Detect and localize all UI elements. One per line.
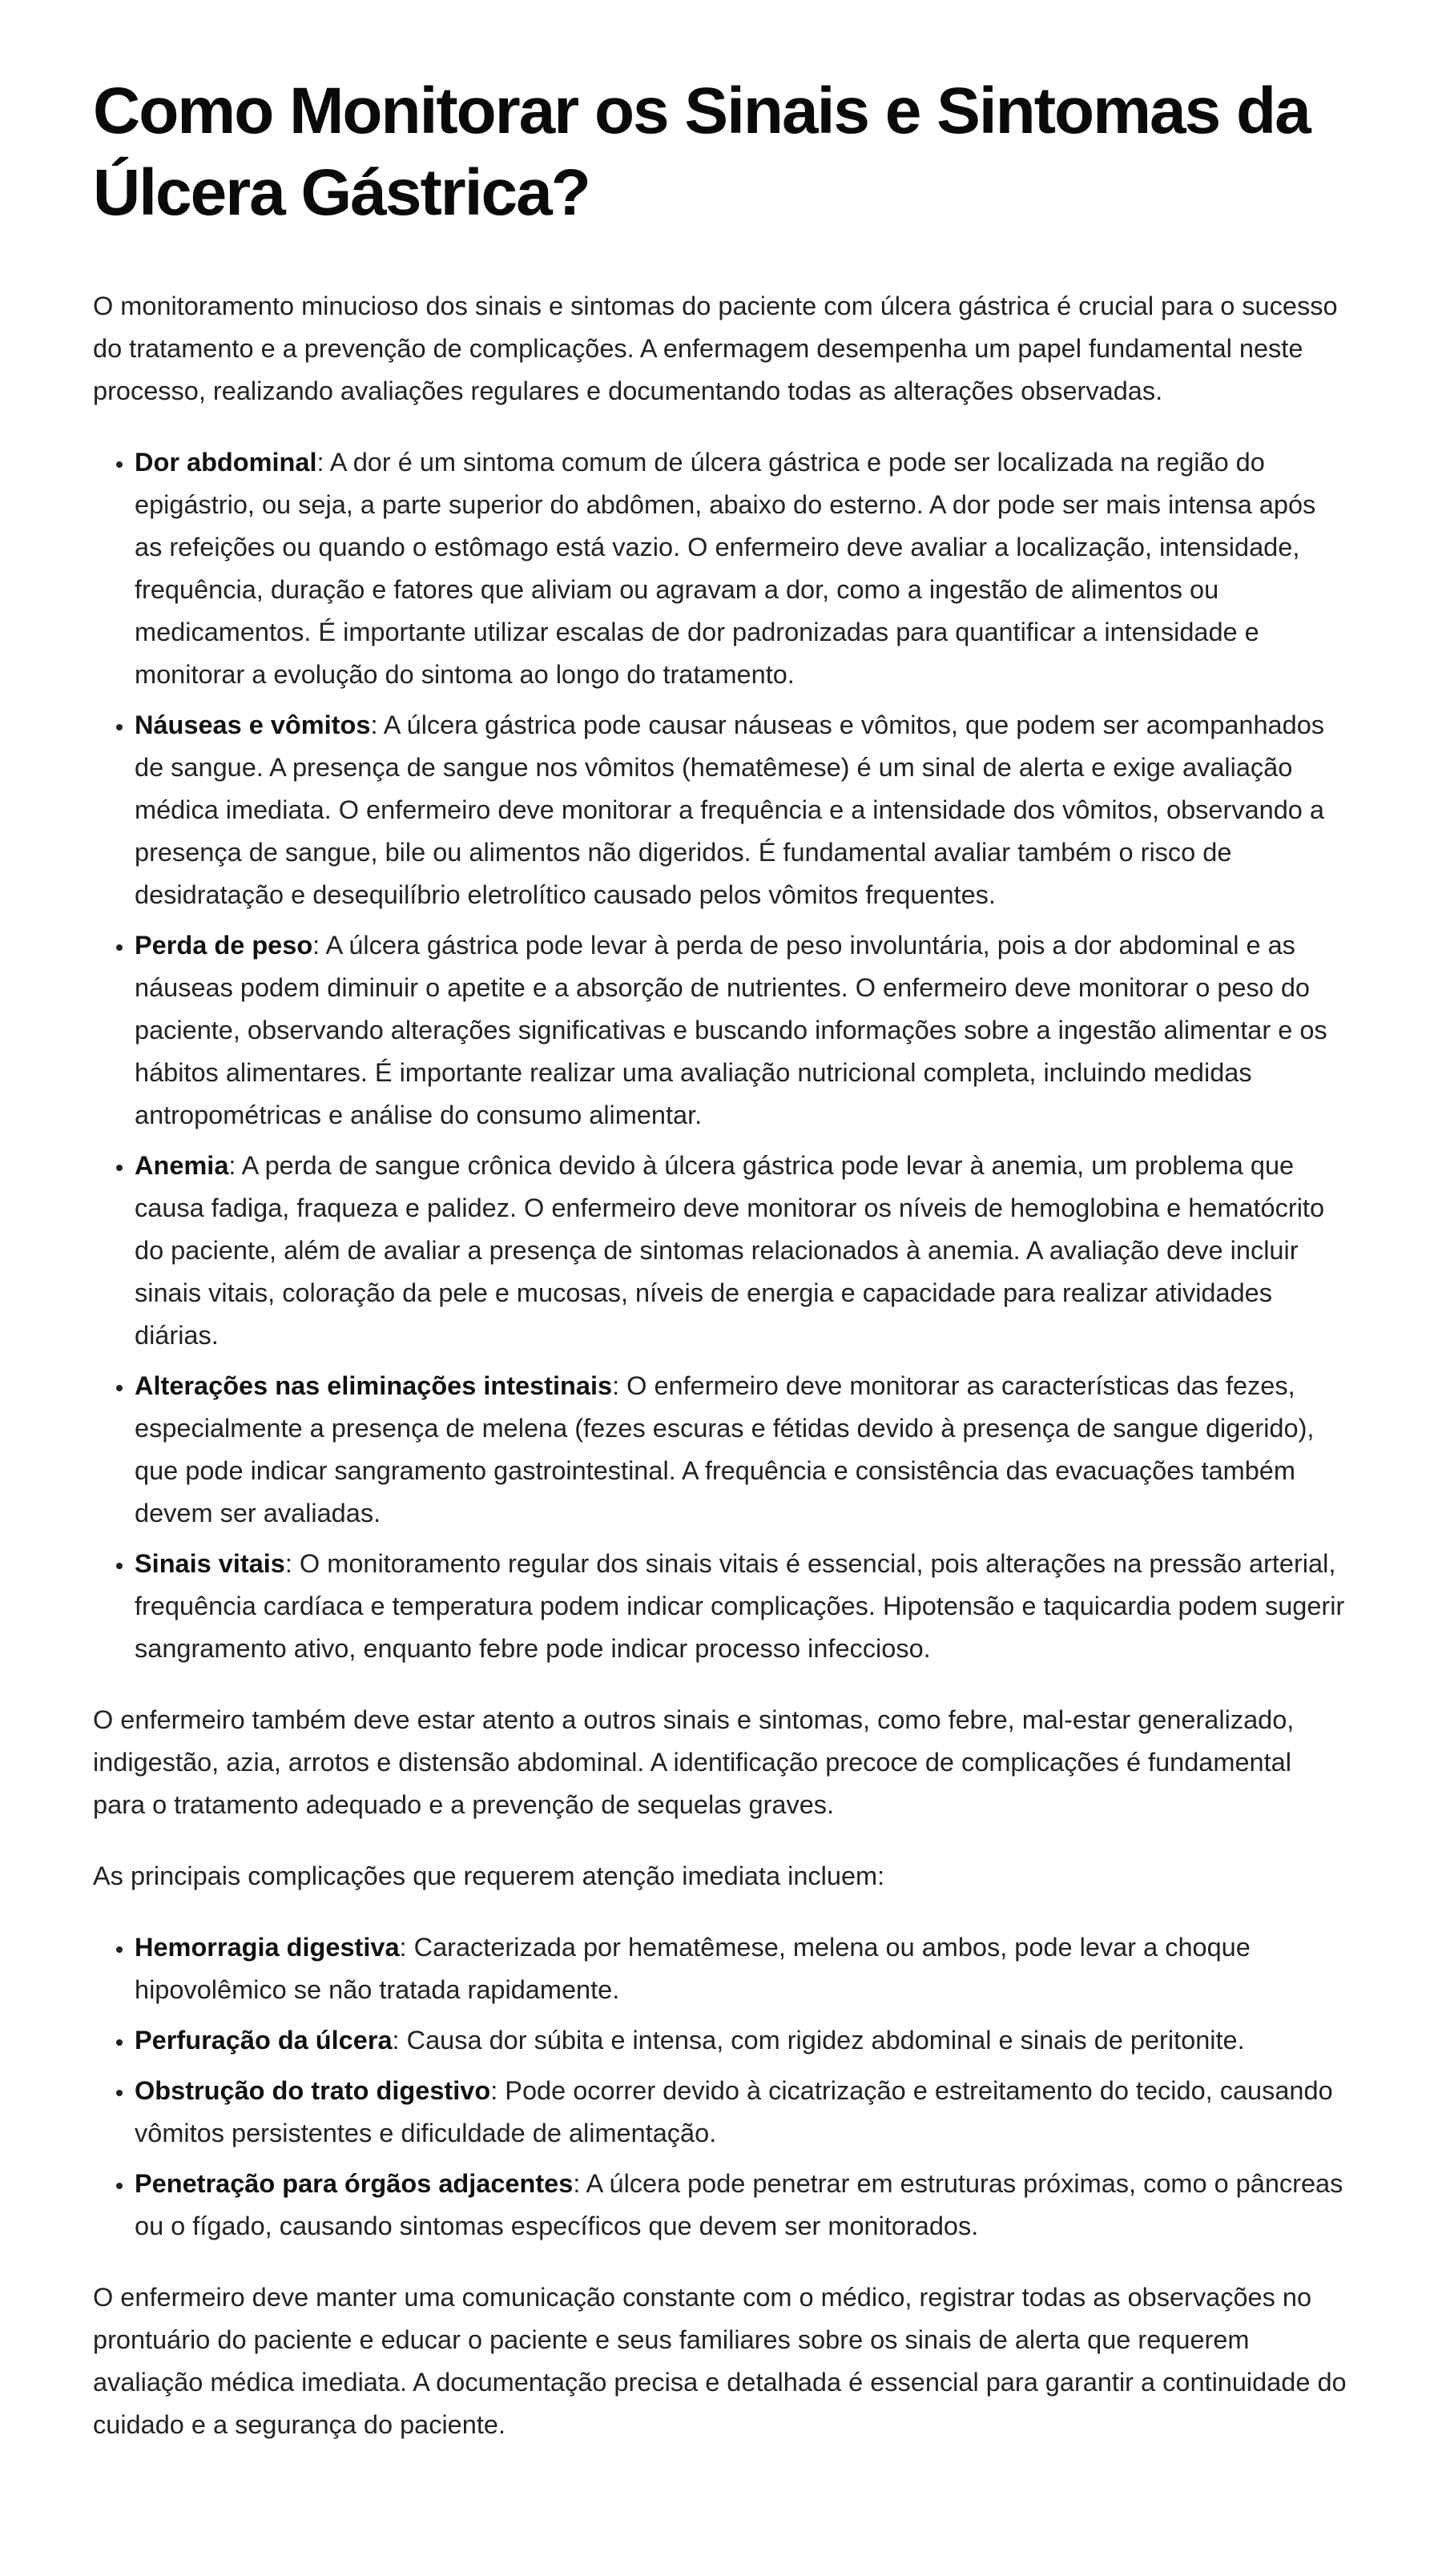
complications-intro: As principais complicações que requerem atenção imediata incluem: (93, 1862, 885, 1890)
list-item (135, 1365, 1349, 1535)
list-item (135, 704, 1349, 916)
list-item (135, 2019, 1349, 2062)
list-item-text: : A úlcera pode penetrar em estruturas próximas, como o pâncreas ou o fígado, causando sintomas específicos que devem ser monitorados. (135, 2169, 1343, 2240)
list-item (135, 1145, 1349, 1357)
complications-list (93, 1926, 1349, 2248)
list-item-text: : A perda de sangue crônica devido à úlcera gástrica pode levar à anemia, um problema que causa fadiga, fraqueza e palidez. O enfermeiro deve monitorar os níveis de hemoglobina e hematócrito do paciente, além de avaliar a presença de sintomas relacionados à anemia. A avaliação deve incluir sinais vitais, coloração da pele e mucosas, níveis de energia e capacidade para realizar atividades diárias. (135, 1151, 1325, 1350)
list-item-text: : Pode ocorrer devido à cicatrização e estreitamento do tecido, causando vômitos persistentes e dificuldade de alimentação. (135, 2076, 1333, 2147)
list-item-text: : O enfermeiro deve monitorar as características das fezes, especialmente a presença de melena (fezes escuras e fétidas devido à presença de sangue digerido), que pode indicar sangramento gastrointestinal. A frequência e consistência das evacuações também devem ser avaliadas. (135, 1371, 1315, 1527)
list-item (135, 924, 1349, 1137)
list-item-term: Perfuração da úlcera (135, 2026, 393, 2055)
list-item-term: Perda de peso (135, 931, 313, 960)
list-item (135, 441, 1349, 696)
page-title: Como Monitorar os Sinais e Sintomas da Úlcera Gástrica? (93, 74, 1310, 229)
list-item (135, 2163, 1349, 2248)
list-item-term: Anemia (135, 1151, 229, 1180)
list-item-term: Náuseas e vômitos (135, 710, 371, 739)
list-item-term: Obstrução do trato digestivo (135, 2076, 491, 2105)
list-item-text: : Caracterizada por hematêmese, melena ou ambos, pode levar a choque hipovolêmico se não tratada rapidamente. (135, 1933, 1251, 2004)
list-item (135, 1926, 1349, 2011)
list-item-term: Dor abdominal (135, 448, 317, 477)
list-item (135, 1543, 1349, 1670)
other-signs-paragraph: O enfermeiro também deve estar atento a outros sinais e sintomas, como febre, mal-estar generalizado, indigestão, azia, arrotos e distensão abdominal. A identificação precoce de complicações é fundamental para o tratamento adequado e a prevenção de sequelas graves. (93, 1705, 1295, 1819)
list-item-text: : A úlcera gástrica pode causar náuseas e vômitos, que podem ser acompanhados de sangue. A presença de sangue nos vômitos (hematêmese) é um sinal de alerta e exige avaliação médica imediata. O enfermeiro deve monitorar a frequência e a intensidade dos vômitos, observando a presença de sangue, bile ou alimentos não digeridos. É fundamental avaliar também o risco de desidratação e desequilíbrio eletrolítico causado pelos vômitos frequentes. (135, 710, 1325, 909)
list-item-text: : O monitoramento regular dos sinais vitais é essencial, pois alterações na pressão arterial, frequência cardíaca e temperatura podem indicar complicações. Hipotensão e taquicardia podem sugerir sangramento ativo, enquanto febre pode indicar processo infeccioso. (135, 1549, 1345, 1663)
intro-paragraph: O monitoramento minucioso dos sinais e sintomas do paciente com úlcera gástrica é crucial para o sucesso do tratamento e a prevenção de complicações. A enfermagem desempenha um papel fundamental neste processo, realizando avaliações regulares e documentando todas as alterações observadas. (93, 292, 1338, 405)
list-item-term: Penetração para órgãos adjacentes (135, 2169, 574, 2198)
symptoms-list (93, 441, 1349, 1670)
list-item-term: Sinais vitais (135, 1549, 285, 1578)
list-item-term: Hemorragia digestiva (135, 1933, 400, 1962)
list-item-text: : A dor é um sintoma comum de úlcera gástrica e pode ser localizada na região do epigástrio, ou seja, a parte superior do abdômen, abaixo do esterno. A dor pode ser mais intensa após as refeições ou quando o estômago está vazio. O enfermeiro deve avaliar a localização, intensidade, frequência, duração e fatores que aliviam ou agravam a dor, como a ingestão de alimentos ou medicamentos. É importante utilizar escalas de dor padronizadas para quantificar a intensidade e monitorar a evolução do sintoma ao longo do tratamento. (135, 448, 1316, 689)
list-item-text: : A úlcera gástrica pode levar à perda de peso involuntária, pois a dor abdominal e as náuseas podem diminuir o apetite e a absorção de nutrientes. O enfermeiro deve monitorar o peso do paciente, observando alterações significativas e buscando informações sobre a ingestão alimentar e os hábitos alimentares. É importante realizar uma avaliação nutricional completa, incluindo medidas antropométricas e análise do consumo alimentar. (135, 931, 1327, 1129)
list-item-term: Alterações nas eliminações intestinais (135, 1371, 613, 1400)
list-item (135, 2070, 1349, 2155)
conclusion-paragraph: O enfermeiro deve manter uma comunicação constante com o médico, registrar todas as observações no prontuário do paciente e educar o paciente e seus familiares sobre os sinais de alerta que requerem avaliação médica imediata. A documentação precisa e detalhada é essencial para garantir a continuidade do cuidado e a segurança do paciente. (93, 2283, 1347, 2439)
list-item-text: : Causa dor súbita e intensa, com rigidez abdominal e sinais de peritonite. (392, 2026, 1245, 2055)
